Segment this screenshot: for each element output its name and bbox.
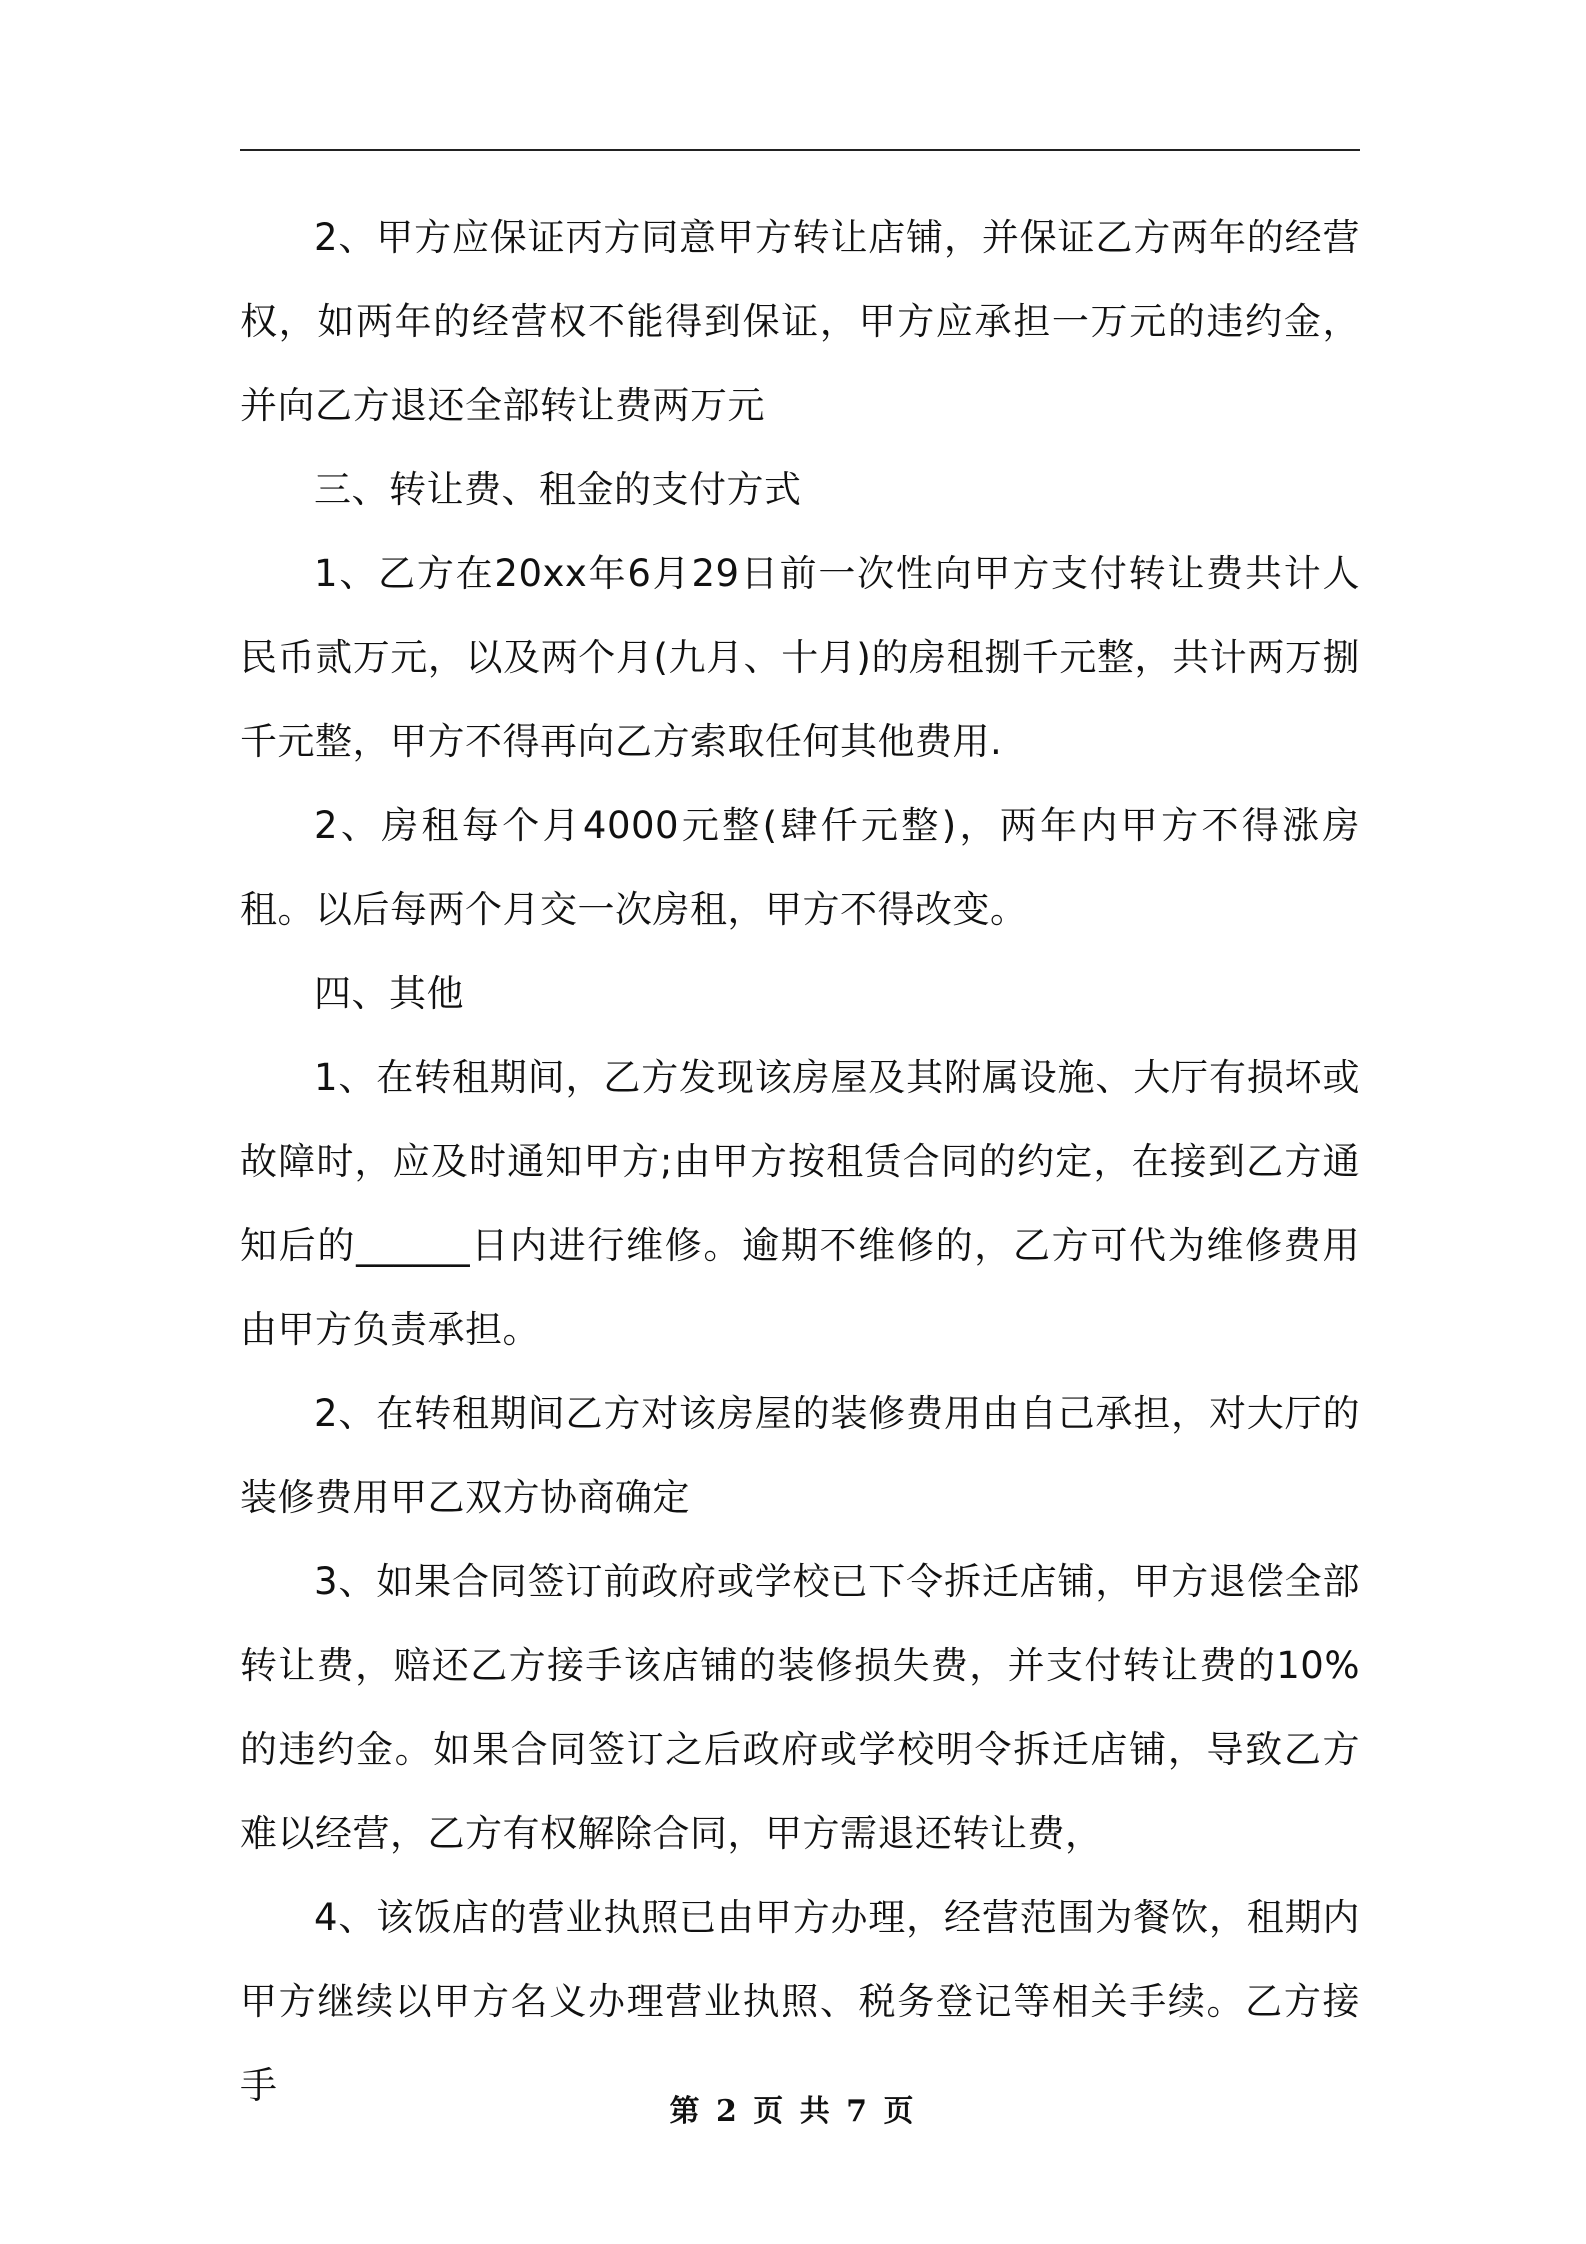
header-divider — [240, 149, 1360, 151]
section-heading-payment: 三、转让费、租金的支付方式 — [314, 468, 802, 511]
section-heading-other: 四、其他 — [314, 972, 464, 1015]
paragraph-clause-2-guarantee: 2、甲方应保证丙方同意甲方转让店铺，并保证乙方两年的经营权，如两年的经营权不能得到保证，甲方应承担一万元的违约金，并向乙方退还全部转让费两万元 — [240, 216, 1360, 427]
paragraph-other-4: 4、该饭店的营业执照已由甲方办理，经营范围为餐饮，租期内甲方继续以甲方名义办理营业执照、税务登记等相关手续。乙方接手 — [240, 1896, 1360, 2107]
document-body — [240, 196, 1360, 2128]
page-number-footer: 第 2 页 共 7 页 — [669, 2094, 917, 2129]
paragraph-other-3: 3、如果合同签订前政府或学校已下令拆迁店铺，甲方退偿全部转让费，赔还乙方接手该店铺的装修损失费，并支付转让费的10%的违约金。如果合同签订之后政府或学校明令拆迁店铺，导致乙方难以经营，乙方有权解除合同，甲方需退还转让费， — [240, 1560, 1360, 1855]
paragraph-other-1: 1、在转租期间，乙方发现该房屋及其附属设施、大厅有损坏或故障时，应及时通知甲方;由甲方按租赁合同的约定，在接到乙方通知后的______日内进行维修。逾期不维修的，乙方可代为维修费用由甲方负责承担。 — [240, 1056, 1360, 1351]
paragraph-payment-1: 1、乙方在20xx年6月29日前一次性向甲方支付转让费共计人民币贰万元，以及两个月(九月、十月)的房租捌千元整，共计两万捌千元整，甲方不得再向乙方索取任何其他费用. — [240, 552, 1360, 763]
paragraph-other-2: 2、在转租期间乙方对该房屋的装修费用由自己承担，对大厅的装修费用甲乙双方协商确定 — [240, 1392, 1360, 1519]
paragraph-payment-2: 2、房租每个月4000元整(肆仟元整)，两年内甲方不得涨房租。以后每两个月交一次房租，甲方不得改变。 — [240, 804, 1360, 931]
